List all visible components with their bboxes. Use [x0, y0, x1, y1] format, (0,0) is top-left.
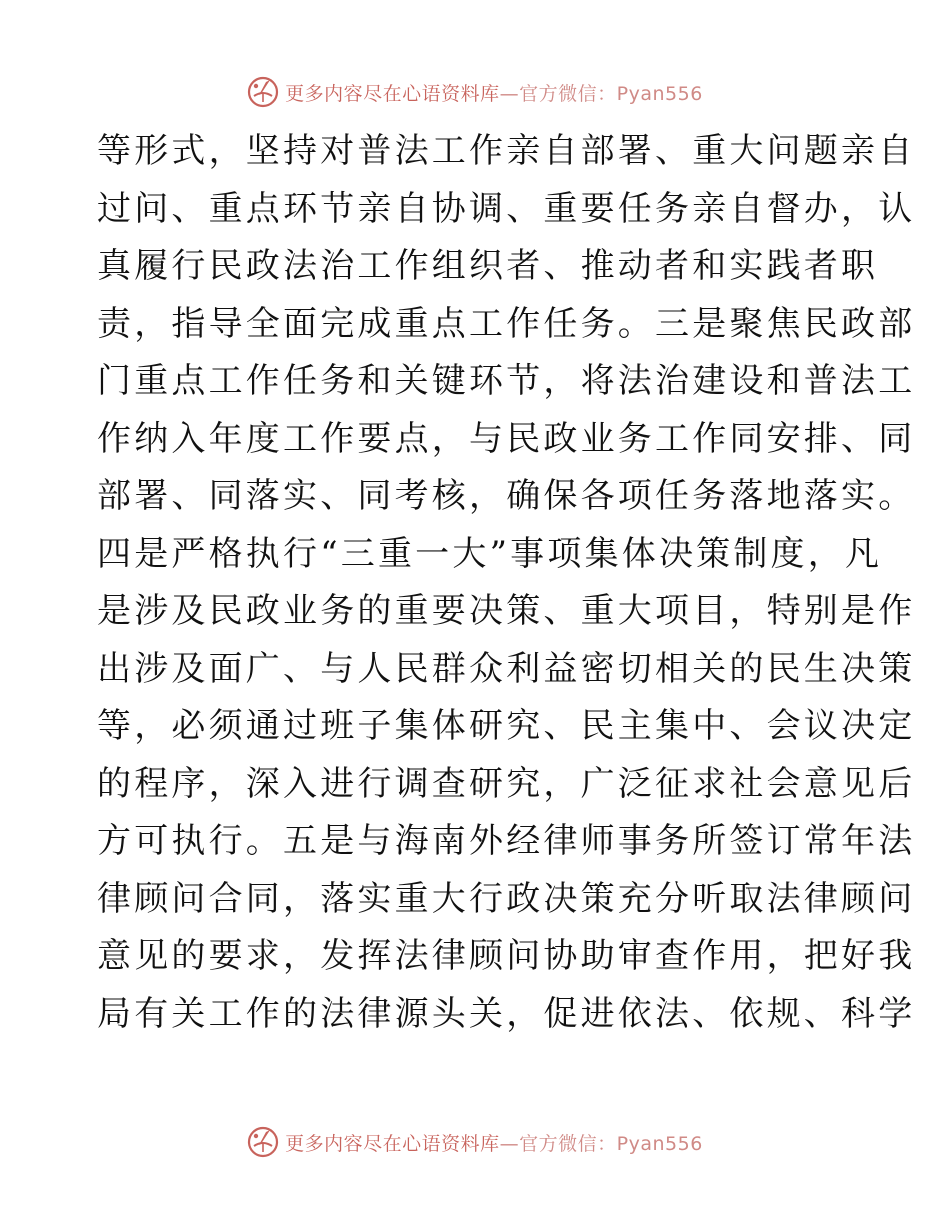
- book-quill-icon: [247, 76, 279, 108]
- text-line: 局有关工作的法律源头关，促进依法、依规、科学: [97, 993, 916, 1034]
- header-watermark: [0, 72, 950, 112]
- text-line: 是涉及民政业务的重要决策、重大项目，特别是作: [97, 591, 916, 631]
- text-line: 等，必须通过班子集体研究、民主集中、会议决定: [97, 706, 916, 746]
- footer-text-a: 更多内容尽在心语资料库: [285, 1132, 500, 1155]
- text-line: 出涉及面广、与人民群众利益密切相关的民生决策: [97, 648, 916, 689]
- document-body: [97, 123, 916, 1043]
- text-line: 责，指导全面完成重点工作任务。三是聚焦民政部: [97, 303, 916, 344]
- text-line: 律顾问合同，落实重大行政决策充分听取法律顾问: [97, 878, 916, 919]
- text-line: 门重点工作任务和关键环节，将法治建设和普法工: [97, 361, 916, 401]
- footer-watermark: [0, 1122, 950, 1162]
- header-text-a: 更多内容尽在心语资料库: [285, 82, 500, 105]
- header-text-b: —官方微信：Pyan556: [499, 82, 703, 105]
- text-line: 方可执行。五是与海南外经律师事务所签订常年法: [97, 821, 916, 861]
- text-line: 等形式，坚持对普法工作亲自部署、重大问题亲自: [97, 131, 916, 171]
- text-line: 的程序，深入进行调查研究，广泛征求社会意见后: [97, 763, 916, 804]
- book-quill-icon: [247, 1126, 279, 1158]
- footer-text-b: —官方微信：Pyan556: [499, 1132, 703, 1155]
- text-line: 四是严格执行“三重一大”事项集体决策制度，凡: [97, 533, 883, 574]
- header-text: [285, 79, 703, 106]
- text-line: 真履行民政法治工作组织者、推动者和实践者职: [97, 246, 879, 286]
- text-line: 过问、重点环节亲自协调、重要任务亲自督办，认: [97, 188, 916, 229]
- text-line: 作纳入年度工作要点，与民政业务工作同安排、同: [97, 418, 916, 459]
- text-line: 意见的要求，发挥法律顾问协助审查作用，把好我: [97, 936, 916, 976]
- text-line: 部署、同落实、同考核，确保各项任务落地落实。: [97, 476, 916, 516]
- footer-text: [285, 1129, 703, 1156]
